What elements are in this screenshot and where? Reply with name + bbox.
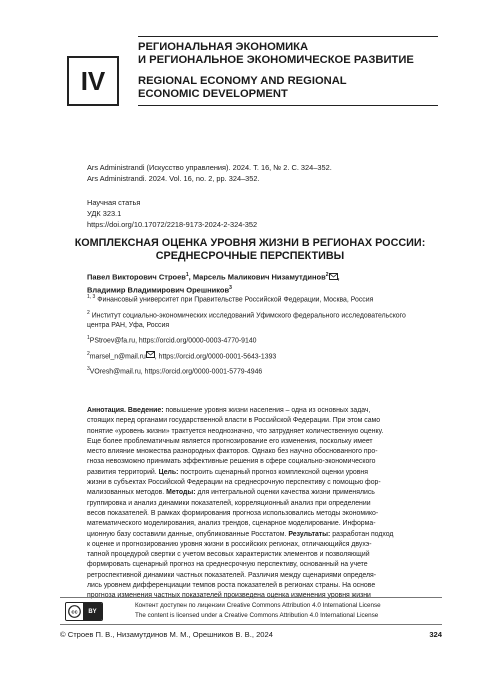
author-name: Павел Викторович Строев <box>87 272 186 282</box>
cc-icon <box>66 603 83 620</box>
citation-en: Ars Administrandi. 2024. Vol. 16, no. 2, pp. 324–352. <box>87 174 260 183</box>
citation-block <box>87 162 332 184</box>
section-number-box <box>67 56 119 106</box>
authors: Павел Викторович Строев$^1$, Марсель Маликович Низамутдинов$^2$ , Владимир Владимирович Орешников$^3$ <box>87 272 340 294</box>
author-email-1[interactable]: PStroev@fa.ru, https://orcid.org/0000-0003-4770-9140 <box>89 337 257 345</box>
article-type: Научная статья <box>87 198 141 207</box>
svg-text:cc: cc <box>71 609 78 616</box>
author-name: Марсель Маликович Низамутдинов <box>192 272 326 282</box>
mail-icon <box>146 351 155 358</box>
author-email-2[interactable]: marsel_n@mail.ru <box>89 353 146 360</box>
section-header <box>0 0 481 128</box>
header-rule-top <box>138 36 438 37</box>
section-number: IV <box>80 65 106 96</box>
section-title-en: REGIONAL ECONOMY AND REGIONAL ECONOMIC DEVELOPMENT <box>138 75 347 100</box>
doi-link[interactable]: https://doi.org/10.17072/2218-9173-2024-2-324-352 <box>87 220 258 229</box>
affiliation-1: Финансовый университет при Правительстве Российской Федерации, Москва, Россия <box>97 296 374 304</box>
citation-ru: Ars Administrandi (Искусство управления). 2024. Т. 16, № 2. С. 324–352. <box>87 163 332 172</box>
article-meta <box>87 197 257 230</box>
mail-icon <box>329 273 338 280</box>
copyright: © Строев П. В., Низамутдинов М. М., Орешников В. В., 2024 <box>60 630 273 639</box>
license-block <box>60 597 442 625</box>
udk: УДК 323.1 <box>87 209 122 218</box>
author-email-3[interactable]: VOresh@mail.ru, https://orcid.org/0000-0001-5779-4946 <box>89 368 263 376</box>
cc-license-badge[interactable] <box>65 602 103 621</box>
section-title-ru: РЕГИОНАЛЬНАЯ ЭКОНОМИКА И РЕГИОНАЛЬНОЕ ЭКОНОМИЧЕСКОЕ РАЗВИТИЕ <box>138 41 414 66</box>
page-number: 324 <box>429 630 442 639</box>
abstract: Аннотация. Введение: повышение уровня жизни населения – одна из основных задач, стоящих перед органами государственной власти в Российской Федерации. При этом само понятие «уровень жизни» трактуется неоднозначно, что затрудняет количественную оценку. Еще более проблематичным является прогнозирование его изменения, поскольку имеет место влияние множества разнородных факторов. Однако без научно обоснованного про- гноза невозможно принимать эффективные решения в сфере социально-экономического развития территорий. Цель: построить сценарный прогноз комплексной оценки уровня жизни в субъектах Российской Федерации на среднесрочную перспективу с помощью фор- мализованных методов. Методы: для интегральной оценки качества жизни применялись группировка и анализ динамики показателей, корреляционный анализ при определении весов показателей. В рамках формирования прогноза использовались методы экономико- математического моделирования, анализ трендов, сценарное моделирование. Информа- ционную базу составили данные, опубликованные Росстатом. Результаты: разработан подход к оценке и прогнозированию уровня жизни в российских регионах, отличающийся двухэ- тапной процедурой свертки с учетом весовых характеристик элементов и позволяющий формировать сценарный прогноз на среднесрочную перспективу, основанный на учете ретроспективной динамики частных показателей. Различия между сценариями определя- лись уровнем дифференциации темпов роста показателей в регионах страны. На основе прогноза изменения частных показателей произведена оценка изменения уровня жизни <box>87 407 394 600</box>
cc-by-label: BY <box>83 603 102 620</box>
affiliation-2: Институт социально-экономических исследований Уфимского федерального исследовательского <box>91 311 406 319</box>
license-text: Контент доступен по лицензии Creative Commons Attribution 4.0 International License The content is licensed under a Creative Commons Attribution 4.0 International License <box>135 602 381 619</box>
article-title: КОМПЛЕКСНАЯ ОЦЕНКА УРОВНЯ ЖИЗНИ В РЕГИОНАХ РОССИИ: СРЕДНЕСРОЧНЫЕ ПЕРСПЕКТИВЫ <box>74 237 426 262</box>
author-name: Владимир Владимирович Орешников <box>87 285 230 294</box>
header-rule-bottom <box>138 105 438 106</box>
affiliations: $^{1, 3}$ Финансовый университет при Правительстве Российской Федерации, Москва, Россия $^2$ Институт социально-экономических исследований Уфимского федерального исследовательского центра РАН, Уфа, Россия $^1$PStroev@fa.ru, https://orcid.org/0000-0003-4770-9140 $^2$marsel_n@mail.ru , https://orcid.org/0000-0001-5643-1393 $^3$VOresh@mail.ru, https://orcid.org/0000-0001-5779-4946 <box>87 294 406 376</box>
